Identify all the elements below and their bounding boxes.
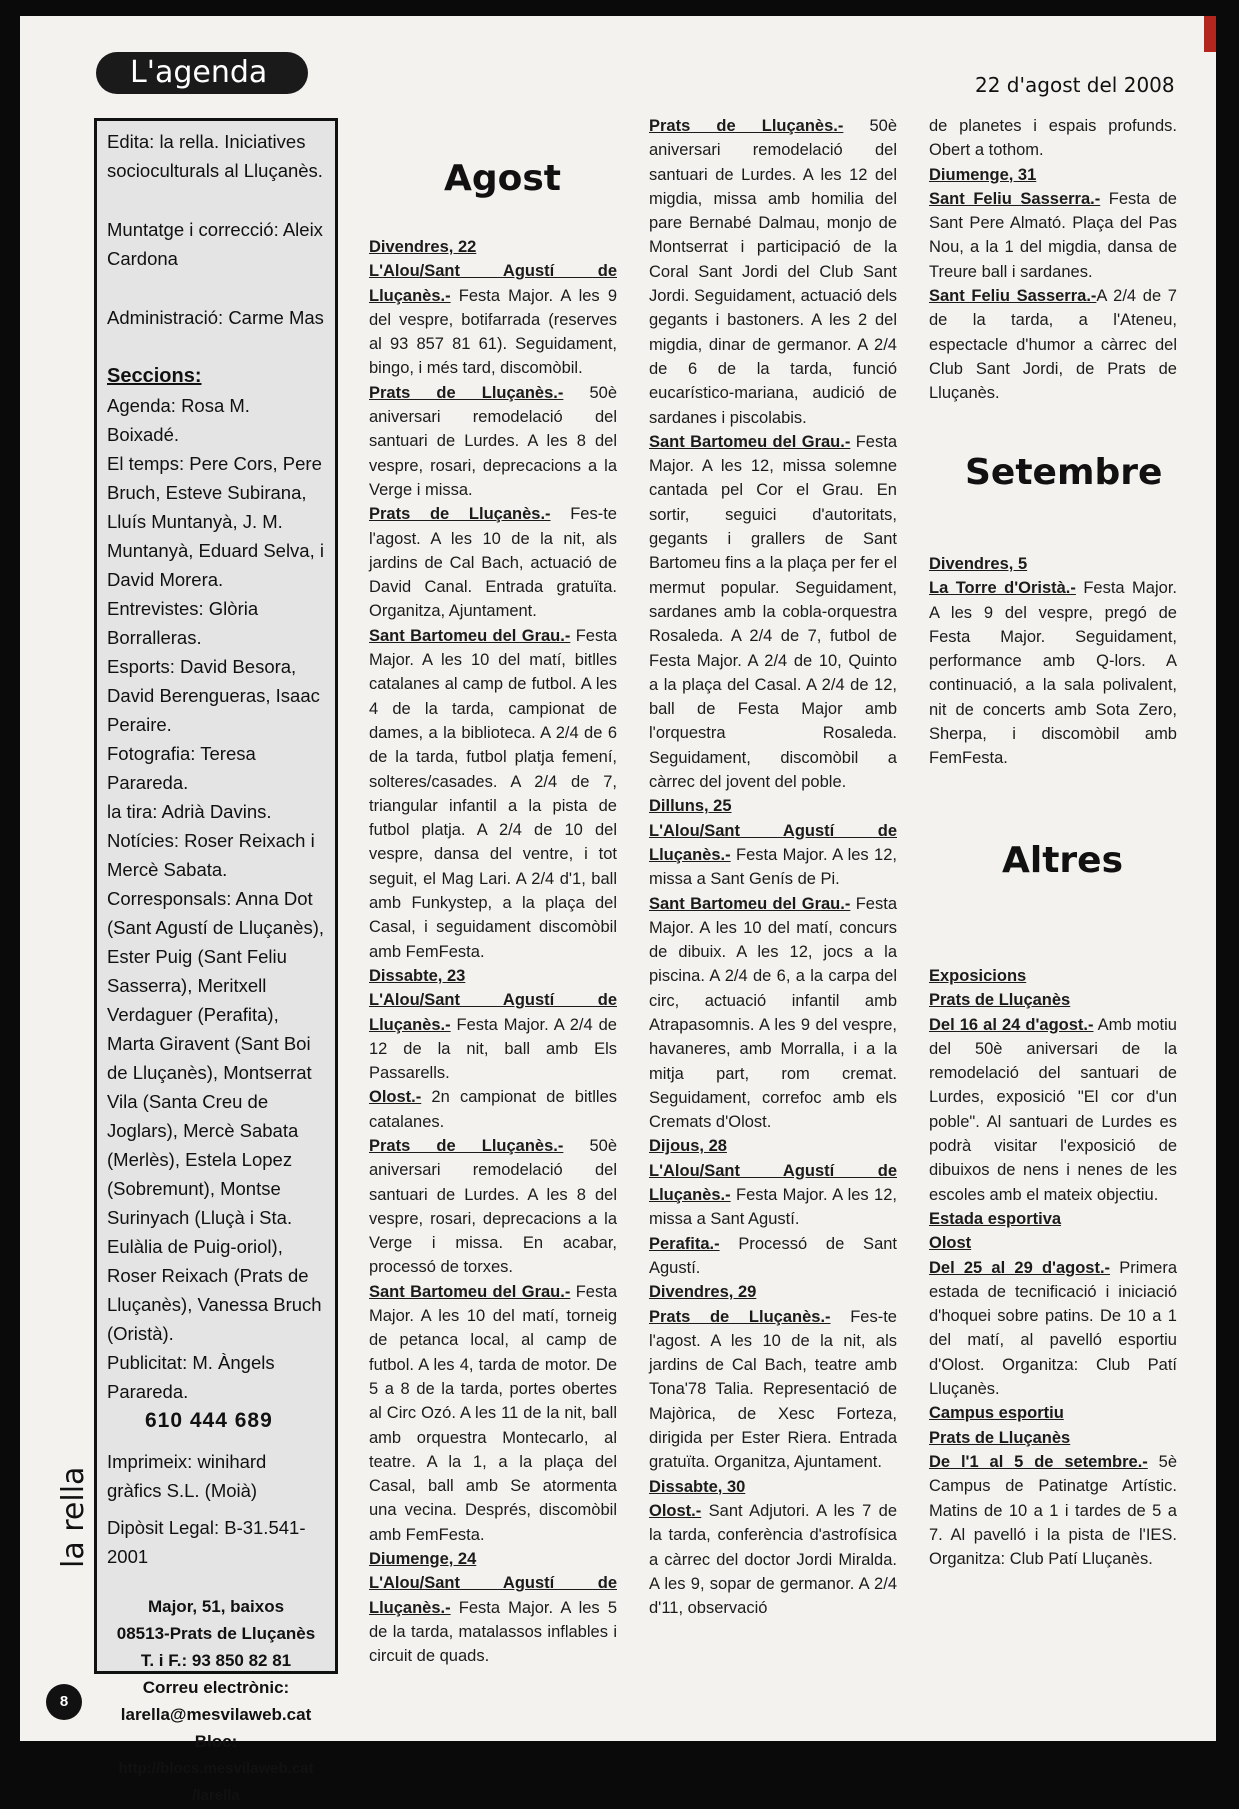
agenda-entry	[369, 235, 617, 259]
entry-body: 50è aniversari remodelació del santuari de Lurdes. A les 8 del vespre, rosari, deprecacions a la Verge i missa.	[369, 383, 617, 499]
blog-url-1: http://blocs.mesvilaweb.cat	[118, 1760, 314, 1777]
agenda-entry	[929, 187, 1177, 284]
agenda-column-3	[649, 114, 897, 1620]
agenda-entry	[929, 163, 1177, 187]
agenda-entry	[929, 964, 1177, 988]
entry-title: Prats de Lluçanès.-	[369, 1136, 564, 1155]
magazine-page	[20, 16, 1216, 1804]
entry-body: 50è aniversari remodelació del santuari de Lurdes. A les 8 del vespre, rosari, deprecacions a la Verge i missa. En acabar, processó de torxes.	[369, 1136, 617, 1277]
credit-publicitat: Publicitat: M. Àngels Parareda.	[107, 1352, 275, 1402]
entry-title: L'Alou/Sant Agustí de Lluçanès.-	[369, 991, 617, 1034]
magazine-vertical-title: la rella	[56, 1466, 91, 1568]
advert-phone: 610 444 689	[145, 1409, 273, 1432]
agenda-entry	[649, 1280, 897, 1304]
blog-url-2: /larella	[192, 1787, 240, 1804]
entry-title: Sant Feliu Sasserra.-	[929, 287, 1097, 306]
agenda-column-4-setembre	[929, 552, 1177, 771]
entry-title: Estada esportiva	[929, 1209, 1062, 1228]
entry-title: De l'1 al 5 de setembre.-	[929, 1452, 1148, 1471]
entry-body: Fes-te l'agost. A les 10 de la nit, als jardins de Cal Bach, actuació de David Canal. Entrada gratuïta. Organitza, Ajuntament.	[369, 505, 617, 621]
entry-title: L'Alou/Sant Agustí de Lluçanès.-	[649, 1161, 897, 1205]
entry-body: Festa Major. A 2/4 de 12 de la nit, ball amb Els Passarells.	[369, 1015, 617, 1083]
page-number: 8	[46, 1684, 82, 1720]
email-label: Correu electrònic:	[142, 1678, 290, 1697]
agenda-entry	[929, 1401, 1177, 1425]
entry-body: Festa Major. A les 9 del vespre, botifarrada (reserves al 93 857 81 61). Seguidament, bingo, i més tard, discomòbil.	[369, 286, 617, 378]
entry-title: La Torre d'Oristà.-	[929, 579, 1076, 598]
agenda-entry	[649, 1134, 897, 1158]
entry-title: Del 25 al 29 d'agost.-	[929, 1258, 1111, 1277]
entry-body: de planetes i espais profunds. Obert a tothom.	[929, 117, 1177, 160]
entry-title: Olost.-	[369, 1088, 422, 1107]
agenda-column-4-top	[929, 114, 1177, 406]
entry-title: Divendres, 5	[929, 555, 1028, 573]
agenda-entry	[369, 1280, 617, 1547]
email-address: larella@mesvilaweb.cat	[120, 1705, 312, 1724]
agenda-entry	[929, 114, 1177, 163]
entry-body: Festa Major. A les 12, missa solemne cantada pel Cor el Grau. En sortir, seguici d'autoritats, gegants i grallers de Sant Bartomeu fins a la plaça per fer el mermut popular. Seguidament, sardanes amb la cobla-orquestra Rosaleda. A 2/4 de 7, futbol de Festa Major. A 2/4 de 10, Quinto a la plaça del Casal. A 2/4 de 12, ball de Festa Major amb l'orquestra Rosaleda. Seguidament, discomòbil a càrrec del jovent del poble.	[649, 432, 897, 792]
entry-title: Dissabte, 23	[369, 966, 466, 985]
agenda-entry	[929, 552, 1177, 576]
agenda-column-4-altres	[929, 964, 1177, 1571]
credit-fotografia: Fotografia: Teresa Parareda.	[107, 743, 256, 793]
credit-imprimeix: Imprimeix: winihard gràfics S.L. (Moià)	[107, 1451, 267, 1501]
credit-agenda: Agenda: Rosa M. Boixadé.	[107, 395, 250, 445]
entry-title: Sant Bartomeu del Grau.-	[649, 894, 851, 913]
blog-label: Bloc:	[194, 1732, 238, 1751]
entry-body: 5è Campus de Patinatge Artístic. Matins de 10 a 1 i tardes de 5 a 7. Al pavelló i la pista de l'IES. Organitza: Club Patí Lluçanès.	[929, 1452, 1178, 1569]
entry-body: Fes-te l'agost. A les 10 de la nit, als jardins de Cal Bach, teatre amb Tona'78 Talia. Representació de Majòrica, de Xesc Forteza, dirigida per Ester Riera. Entrada gratuïta. Organitza, Ajuntament.	[649, 1307, 897, 1472]
red-edge-stripe	[1204, 16, 1216, 52]
entry-title: Sant Bartomeu del Grau.-	[649, 432, 851, 451]
entry-body: Festa Major. A les 12, missa a Sant Genís de Pi.	[649, 845, 897, 889]
agenda-entry	[369, 381, 617, 502]
entry-title: Sant Bartomeu del Grau.-	[369, 626, 571, 645]
entry-title: Prats de Lluçanès.-	[369, 505, 551, 524]
credit-entrevistes: Entrevistes: Glòria Borralleras.	[107, 598, 259, 648]
agenda-entry	[649, 114, 897, 430]
agenda-entry	[929, 576, 1177, 770]
entry-body: Amb motiu del 50è aniversari de la remodelació del santuari de Lurdes, exposició "El cor d'un poble". Al santuari de Lurdes es podrà visitar l'exposició de dibuixos de nens i nenes de les escoles amb el mateix objectiu.	[929, 1015, 1177, 1204]
entry-title: L'Alou/Sant Agustí de Lluçanès.-	[649, 821, 897, 864]
entry-title: Prats de Lluçanès.-	[369, 383, 564, 402]
entry-title: Prats de Lluçanès.-	[649, 1307, 831, 1326]
agenda-entry	[649, 892, 897, 1135]
entry-title: Dissabte, 30	[649, 1477, 746, 1496]
agenda-entry	[929, 1207, 1177, 1231]
entry-body: Festa Major. A les 9 del vespre, pregó de Festa Major. Seguidament, performance amb Q-lors. A continuació, a la sala polivalent, nit de concerts amb Sota Zero, Sherpa, i discomòbil amb FemFesta.	[929, 579, 1177, 768]
agenda-column-2	[369, 235, 617, 1669]
entry-body: Sant Adjutori. A les 7 de la tarda, conferència d'astrofísica a càrrec del doctor Jordi Miralda. A les 9, sopar de germanor. A 2/4 d'11, observació	[649, 1501, 897, 1618]
entry-body: Festa Major. A les 12, missa a Sant Agustí.	[649, 1186, 897, 1229]
agenda-entry	[929, 1013, 1177, 1207]
entry-title: Perafita.-	[649, 1234, 720, 1253]
entry-title: Exposicions	[929, 967, 1027, 985]
entry-title: Campus esportiu	[929, 1404, 1064, 1423]
entry-body: Primera estada de tecnificació i iniciació d'hoquei sobre patins. De 10 a 1 del matí, al pavelló esportiu d'Olost. Organitza: Club Patí Lluçanès.	[929, 1258, 1177, 1399]
entry-title: Divendres, 29	[649, 1283, 757, 1302]
entry-title: Sant Bartomeu del Grau.-	[369, 1282, 571, 1301]
contact-phone: T. i F.: 93 850 82 81	[140, 1651, 292, 1670]
credit-temps: El temps: Pere Cors, Pere Bruch, Esteve Subirana, Lluís Muntanyà, J. M. Muntanyà, Eduard Selva, i David Morera.	[107, 453, 324, 590]
entry-body: A 2/4 de 7 de la tarda, a l'Ateneu, espectacle d'humor a càrrec del Club Sant Jordi, de Prats de Lluçanès.	[929, 287, 1177, 403]
agenda-entry	[369, 988, 617, 1085]
entry-body: Festa Major. A les 10 del matí, concurs de dibuix. A les 12, jocs a la piscina. A 2/4 de 6, a la carpa del circ, actuació infantil amb Atrapasomnis. A les 9 del vespre, havaneres, amb Morralla, i a la mitja part, rom cremat. Seguidament, correfoc amb els Cremats d'Olost.	[649, 894, 897, 1132]
agenda-entry	[649, 430, 897, 794]
entry-title: Diumenge, 24	[369, 1550, 477, 1569]
agenda-entry	[369, 1085, 617, 1134]
agenda-entry	[929, 1426, 1177, 1450]
heading-agost: Agost	[444, 158, 561, 199]
entry-title: Prats de Lluçanès.-	[649, 117, 844, 135]
agenda-entry	[649, 1305, 897, 1475]
entry-title: Dijous, 28	[649, 1137, 727, 1156]
entry-title: L'Alou/Sant Agustí de Lluçanès.-	[369, 1574, 617, 1617]
entry-title: Olost	[929, 1234, 972, 1253]
credit-administracio: Administració: Carme Mas	[107, 307, 324, 328]
address-street: Major, 51, baixos	[147, 1597, 285, 1616]
credit-esports: Esports: David Besora, David Berengueras, Isaac Peraire.	[107, 656, 320, 735]
agenda-entry	[929, 988, 1177, 1012]
agenda-entry	[369, 1571, 617, 1668]
agenda-entry	[929, 1256, 1177, 1402]
agenda-entry	[369, 1134, 617, 1280]
credit-corresponsals: Corresponsals: Anna Dot (Sant Agustí de Lluçanès), Ester Puig (Sant Feliu Sasserra), Meritxell Verdaguer (Perafita), Marta Giravent (Sant Boi de Lluçanès), Montserrat Vila (Santa Creu de Joglars), Mercè Sabata (Merlès), Estela Lopez (Sobremunt), Montse Surinyach (Lluçà i Sta. Eulàlia de Puig-oriol), Roser Reixach (Prats de Lluçanès), Vanessa Bruch (Oristà).	[107, 888, 324, 1344]
credit-edita: Edita: la rella. Iniciatives socioculturals al Lluçanès.	[107, 131, 323, 181]
heading-altres: Altres	[1002, 840, 1124, 881]
credit-muntatge: Muntatge i correcció: Aleix Cardona	[107, 219, 323, 269]
issue-date: 22 d'agost del 2008	[975, 73, 1175, 97]
entry-title: Olost.-	[649, 1501, 702, 1520]
agenda-entry	[649, 1232, 897, 1281]
agenda-entry	[929, 1231, 1177, 1255]
entry-body: Festa Major. A les 10 del matí, torneig de petanca local, al camp de futbol. A les 4, tarda de motor. De 5 a 8 de la tarda, portes obertes al Circ Ozó. A les 11 de la nit, ball amb orquestra Montecarlo, al teatre. A la 1, a la plaça del Casal, ball amb Se atormenta una vecina. Després, discomòbil amb FemFesta.	[369, 1282, 617, 1544]
entry-title: L'Alou/Sant Agustí de Lluçanès.-	[369, 262, 617, 305]
agenda-entry	[369, 624, 617, 964]
agenda-entry	[369, 1547, 617, 1571]
credit-noticies: Notícies: Roser Reixach i Mercè Sabata.	[107, 830, 315, 880]
agenda-entry	[369, 502, 617, 623]
agenda-entry	[649, 1159, 897, 1232]
credits-box	[94, 118, 338, 1804]
agenda-entry	[649, 819, 897, 892]
seccions-heading: Seccions:	[107, 365, 202, 387]
entry-title: Dilluns, 25	[649, 797, 732, 816]
entry-title: Prats de Lluçanès	[929, 1428, 1071, 1447]
entry-title: Del 16 al 24 d'agost.-	[929, 1015, 1094, 1034]
entry-body: Festa de Sant Pere Almató. Plaça del Pas Nou, a la 1 del migdia, dansa de Treure ball i sardanes.	[929, 189, 1177, 281]
agenda-entry	[929, 1450, 1177, 1571]
entry-title: Diumenge, 31	[929, 165, 1037, 184]
entry-body: Processó de Sant Agustí.	[649, 1234, 897, 1277]
heading-setembre: Setembre	[965, 452, 1163, 493]
agenda-entry	[369, 964, 617, 988]
entry-title: Prats de Lluçanès	[929, 991, 1071, 1010]
address-city: 08513-Prats de Lluçanès	[116, 1624, 316, 1643]
entry-body: Festa Major. A les 5 de la tarda, matalassos inflables i circuit de quads.	[369, 1598, 617, 1666]
entry-title: Sant Feliu Sasserra.-	[929, 189, 1101, 208]
entry-title: Divendres, 22	[369, 238, 477, 256]
agenda-entry	[649, 1499, 897, 1620]
entry-body: 2n campionat de bitlles catalanes.	[369, 1088, 617, 1131]
agenda-entry	[369, 259, 617, 380]
agenda-entry	[649, 1475, 897, 1499]
credit-diposit: Dipòsit Legal: B-31.541-2001	[107, 1517, 306, 1567]
credit-tira: la tira: Adrià Davins.	[107, 801, 272, 822]
agenda-entry	[649, 794, 897, 818]
entry-body: 50è aniversari remodelació del santuari de Lurdes. A les 12 del migdia, missa amb homilia del pare Bernabé Dalmau, monjo de Montserrat i participació de la Coral Sant Jordi del Club Sant Jordi. Seguidament, actuació dels gegants i bastoners. A les 2 del migdia, dinar de germanor. A 2/4 de 6 de la tarda, funció eucarístico-mariana, audició de sardanes i piscolabis.	[649, 117, 897, 427]
entry-body: Festa Major. A les 10 del matí, bitlles catalanes al camp de futbol. A les 4 de la tarda, campionat de dames, a la biblioteca. A 2/4 de 6 de la tarda, futbol platja femení, solteres/casades. A 2/4 de 7, triangular infantil a la pista de futbol platja. A 2/4 de 10 del vespre, dansa del ventre, i tot seguit, el Mag Lari. A 2/4 d'1, ball amb Funkystep, a la plaça del Casal, i seguidament discomòbil amb FemFesta.	[369, 626, 617, 961]
section-tab: L'agenda	[96, 52, 308, 94]
agenda-entry	[929, 284, 1177, 405]
